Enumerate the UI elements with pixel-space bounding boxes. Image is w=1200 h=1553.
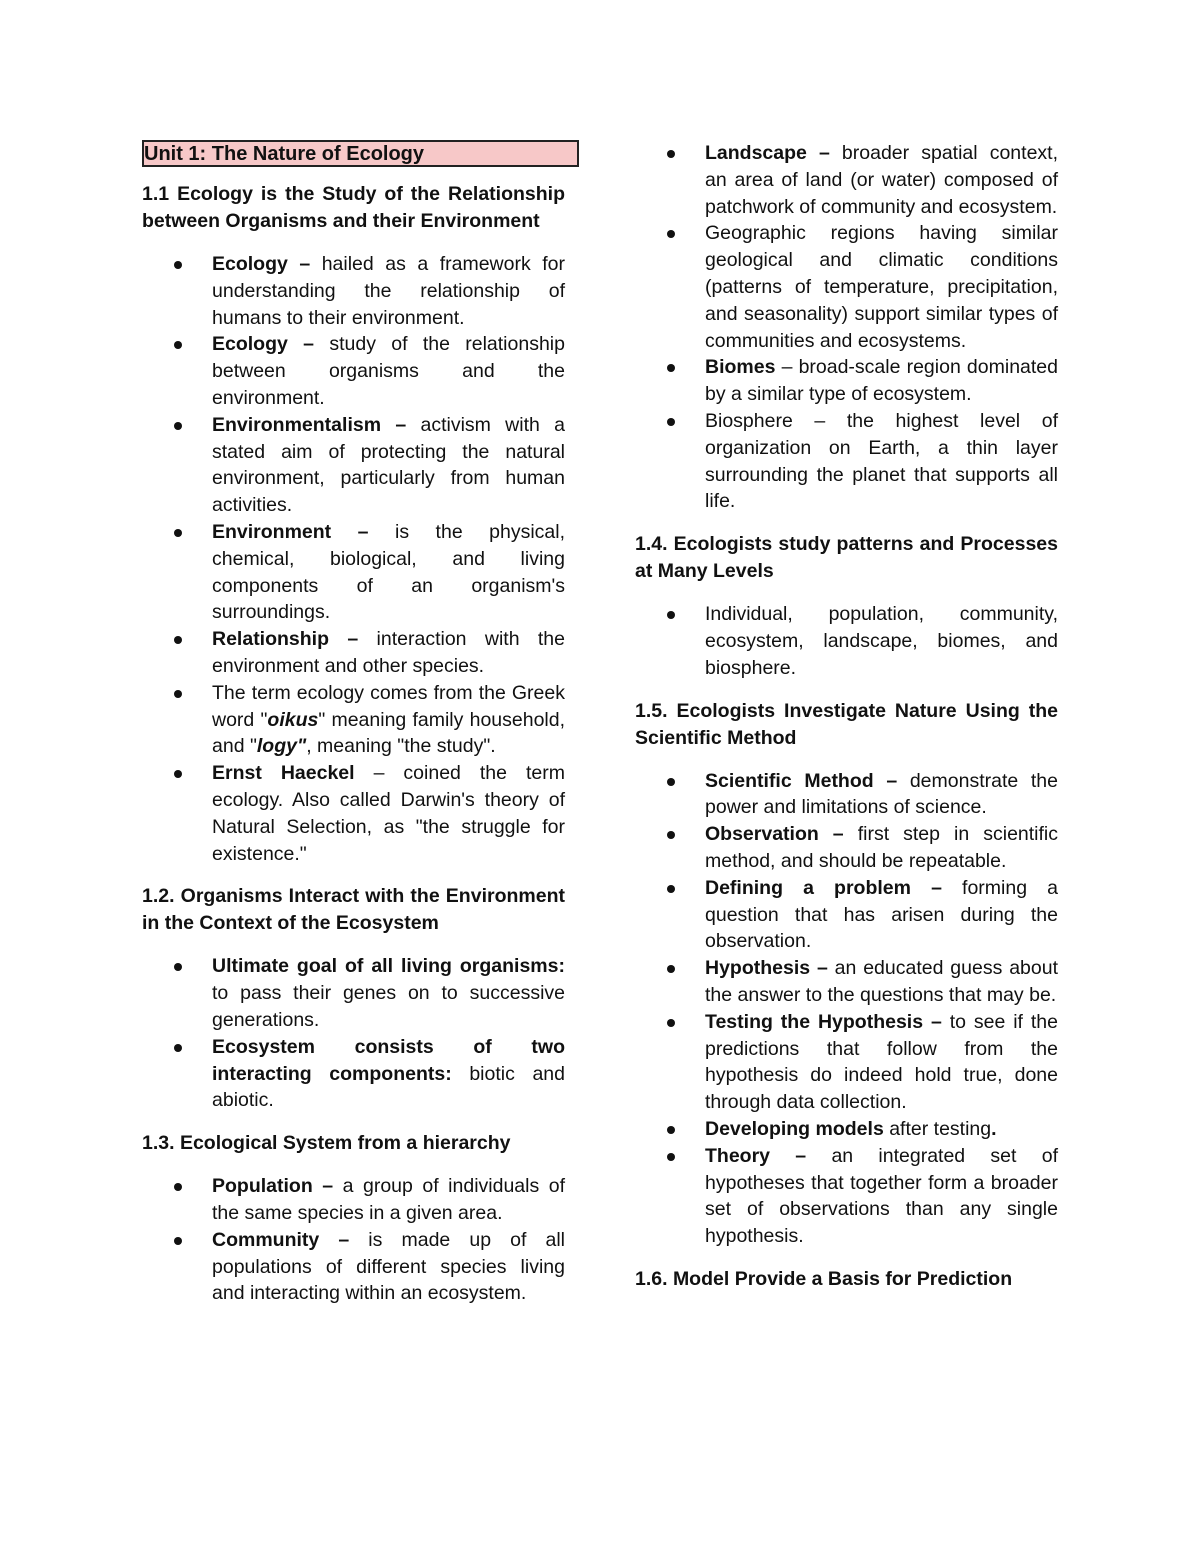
list-item: Environmentalism – activism with a stated aim of protecting the natural environment, particularly from human activities. bbox=[142, 412, 565, 519]
bullet-icon bbox=[174, 529, 182, 537]
list-item-landscape: Landscape – broader spatial context, an area of land (or water) composed of patchwork of community and ecosystem. bbox=[635, 140, 1058, 220]
list-item: Population – a group of individuals of the same species in a given area. bbox=[142, 1173, 565, 1227]
list-item-theory: Theory – an integrated set of hypotheses that together form a broader set of observations than any single hypothesis. bbox=[635, 1143, 1058, 1250]
bullet-icon bbox=[174, 1237, 182, 1245]
list-item: Hypothesis – an educated guess about the answer to the questions that may be. bbox=[635, 955, 1058, 1009]
list-item: Ecology – hailed as a framework for understanding the relationship of humans to their environment. bbox=[142, 251, 565, 331]
bullet-icon bbox=[667, 364, 675, 372]
bullet-icon bbox=[667, 831, 675, 839]
section-1-2-list bbox=[142, 953, 565, 1114]
bullet-icon bbox=[174, 1183, 182, 1191]
list-item: Ecosystem consists of two interacting components: biotic and abiotic. bbox=[142, 1034, 565, 1114]
section-1-2-heading: 1.2. Organisms Interact with the Environment in the Context of the Ecosystem bbox=[142, 885, 565, 935]
bullet-icon bbox=[174, 636, 182, 644]
bullet-icon bbox=[667, 1126, 675, 1134]
bullet-icon bbox=[174, 261, 182, 269]
right-column bbox=[635, 140, 1058, 1309]
section-1-5-heading: 1.5. Ecologists Investigate Nature Using the Scientific Method bbox=[635, 699, 1058, 749]
unit-title: Unit 1: The Nature of Ecology bbox=[142, 140, 579, 167]
bullet-icon bbox=[174, 963, 182, 971]
section-1-1-heading: 1.1 Ecology is the Study of the Relationship between Organisms and their Environment bbox=[142, 183, 565, 232]
section-1-3-list bbox=[142, 1173, 565, 1307]
bullet-icon bbox=[667, 1153, 675, 1161]
list-item: Relationship – interaction with the environment and other species. bbox=[142, 626, 565, 680]
bullet-icon bbox=[174, 422, 182, 430]
bullet-icon bbox=[667, 1019, 675, 1027]
list-item-biomes: Biomes – broad-scale region dominated by a similar type of ecosystem. bbox=[635, 354, 1058, 408]
left-column bbox=[142, 140, 565, 1323]
bullet-icon bbox=[667, 230, 675, 238]
hierarchy-continued-list bbox=[635, 140, 1058, 515]
section-1-1-list bbox=[142, 251, 565, 867]
list-item: Community – is made up of all populations of different species living and interacting within an ecosystem. bbox=[142, 1227, 565, 1307]
bullet-icon bbox=[667, 778, 675, 786]
bullet-icon bbox=[667, 885, 675, 893]
list-item-geographic: Geographic regions having similar geological and climatic conditions (patterns of temperature, precipitation, and seasonality) support similar types of communities and ecosystems. bbox=[635, 220, 1058, 354]
list-item: Ecology – study of the relationship between organisms and the environment. bbox=[142, 331, 565, 411]
list-item: Scientific Method – demonstrate the power and limitations of science. bbox=[635, 768, 1058, 822]
list-item-greek-origin: The term ecology comes from the Greek word "oikus" meaning family household, and "logy", meaning "the study". bbox=[142, 680, 565, 760]
bullet-icon bbox=[667, 611, 675, 619]
bullet-icon bbox=[174, 690, 182, 698]
list-item-haeckel: Ernst Haeckel – coined the term ecology. Also called Darwin's theory of Natural Selection, as "the struggle for existence." bbox=[142, 760, 565, 867]
list-item: Ultimate goal of all living organisms: to pass their genes on to successive generations. bbox=[142, 953, 565, 1033]
list-item-biosphere: Biosphere – the highest level of organization on Earth, a thin layer surrounding the planet that supports all life. bbox=[635, 408, 1058, 515]
list-item: Defining a problem – forming a question that has arisen during the observation. bbox=[635, 875, 1058, 955]
section-1-3-heading: 1.3. Ecological System from a hierarchy bbox=[142, 1132, 511, 1155]
section-1-6-heading: 1.6. Model Provide a Basis for Prediction bbox=[635, 1267, 1013, 1290]
bullet-icon bbox=[667, 150, 675, 158]
list-item: Testing the Hypothesis – to see if the predictions that follow from the hypothesis do indeed hold true, done through data collection. bbox=[635, 1009, 1058, 1116]
section-1-5-list bbox=[635, 768, 1058, 1250]
bullet-icon bbox=[174, 770, 182, 778]
section-1-4-list bbox=[635, 601, 1058, 681]
bullet-icon bbox=[174, 1044, 182, 1052]
list-item: Individual, population, community, ecosystem, landscape, biomes, and biosphere. bbox=[635, 601, 1058, 681]
list-item-models: Developing models after testing. bbox=[635, 1116, 1058, 1143]
list-item: Observation – first step in scientific method, and should be repeatable. bbox=[635, 821, 1058, 875]
bullet-icon bbox=[667, 418, 675, 426]
section-1-4-heading: 1.4. Ecologists study patterns and Processes at Many Levels bbox=[635, 533, 1058, 583]
bullet-icon bbox=[667, 965, 675, 973]
bullet-icon bbox=[174, 341, 182, 349]
list-item: Environment – is the physical, chemical, biological, and living components of an organism's surroundings. bbox=[142, 519, 565, 626]
